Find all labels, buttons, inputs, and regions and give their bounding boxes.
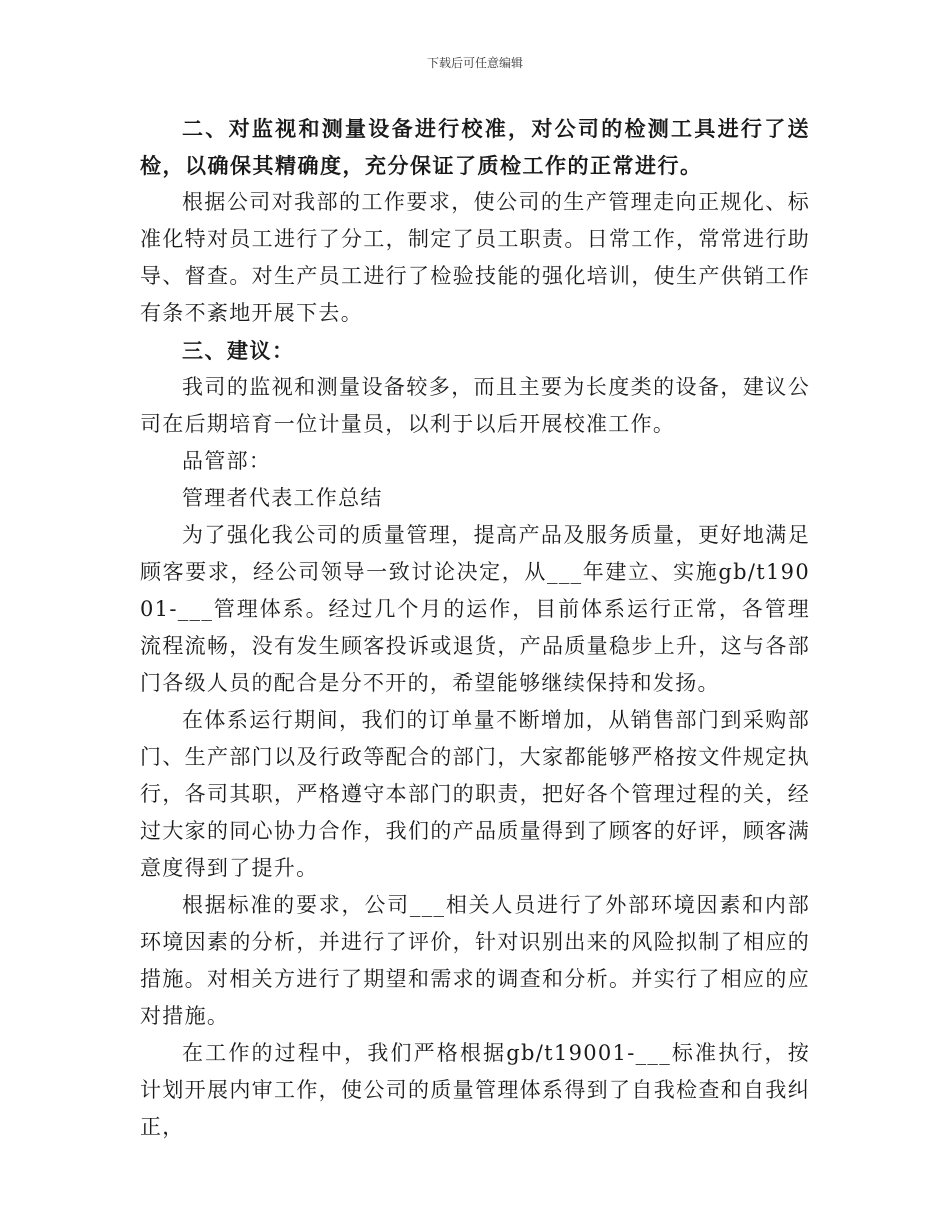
paragraph-risk-analysis: 根据标准的要求，公司___相关人员进行了外部环境因素和内部环境因素的分析，并进行了评价，针对识别出来的风险拟制了相应的措施。对相关方进行了期望和需求的调查和分析。并实行了相应的应对措施。: [140, 893, 810, 1028]
page-header: 下载后可任意编辑: [426, 56, 523, 70]
paragraph-work-requirements: 根据公司对我部的工作要求，使公司的生产管理走向正规化、标准化特对员工进行了分工，制定了员工职责。日常工作，常常进行助导、督查。对生产员工进行了检验技能的强化培训，使生产供销工作有条不紊地开展下去。: [140, 190, 810, 325]
paragraph-internal-audit: 在工作的过程中，我们严格根据gb/t19001-___标准执行，按计划开展内审工作，使公司的质量管理体系得到了自我检查和自我纠正，: [140, 1041, 810, 1139]
section-heading-suggestions: 三、建议：: [182, 338, 295, 363]
paragraph-system-operation: 在体系运行期间，我们的订单量不断增加，从销售部门到采购部门、生产部门以及行政等配合的部门，大家都能够严格按文件规定执行，各司其职，严格遵守本部门的职责，把好各个管理过程的关，经过大家的同心协力合作，我们的产品质量得到了顾客的好评，顾客满意度得到了提升。: [140, 708, 810, 880]
paragraph-quality-management: 为了强化我公司的质量管理，提高产品及服务质量，更好地满足顾客要求，经公司领导一致讨论决定，从___年建立、实施gb/t19001-___管理体系。经过几个月的运作，目前体系运行正常，各管理流程流畅，没有发生顾客投诉或退货，产品质量稳步上升，这与各部门各级人员的配合是分不开的，希望能够继续保持和发扬。: [140, 523, 810, 695]
document-body: [140, 110, 810, 1146]
paragraph-summary-title: 管理者代表工作总结: [182, 486, 383, 510]
paragraph-department: 品管部：: [182, 449, 272, 473]
section-heading-calibration: 二、对监视和测量设备进行校准，对公司的检测工具进行了送检，以确保其精确度，充分保证了质检工作的正常进行。: [140, 116, 810, 178]
paragraph-suggestion: 我司的监视和测量设备较多，而且主要为长度类的设备，建议公司在后期培育一位计量员，以利于以后开展校准工作。: [140, 375, 810, 436]
